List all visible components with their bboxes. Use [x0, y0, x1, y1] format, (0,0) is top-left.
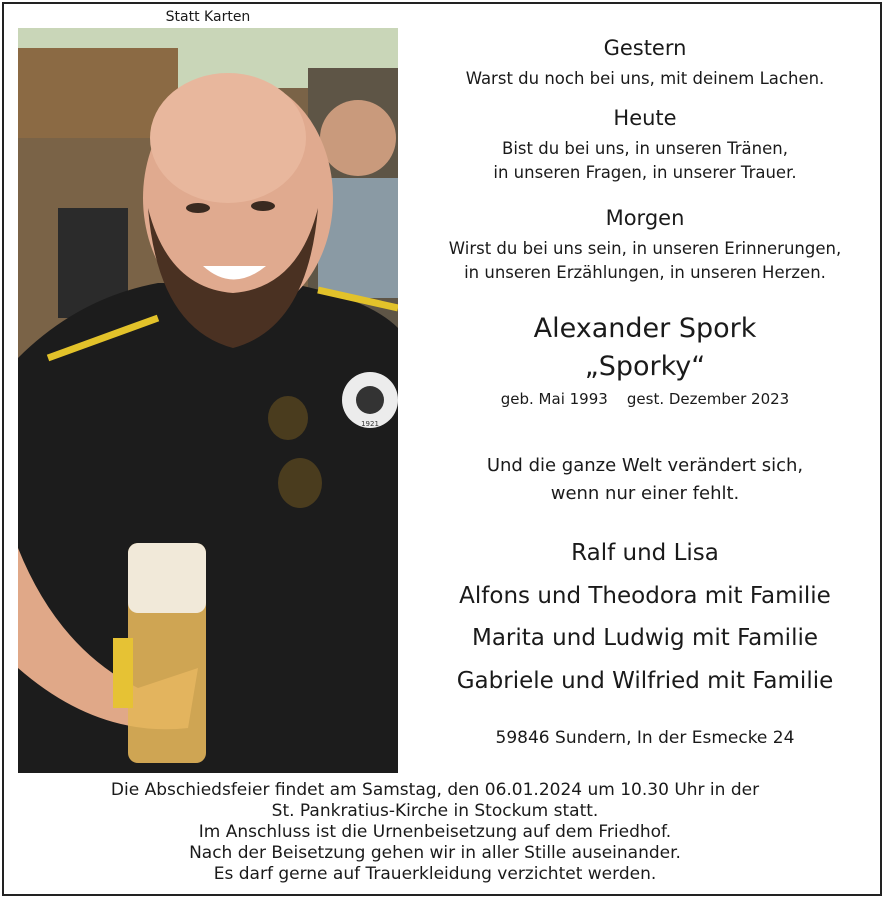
verse-title-morgen: Morgen [605, 206, 685, 230]
verse-title-heute: Heute [613, 106, 677, 130]
verse-title-gestern: Gestern [603, 36, 687, 60]
death-date: gest. Dezember 2023 [626, 390, 790, 408]
service-line: Es darf gerne auf Trauerkleidung verzichtet werden. [213, 864, 657, 884]
service-line: Nach der Beisetzung gehen wir in aller Stille auseinander. [189, 843, 681, 863]
service-line: Die Abschiedsfeier findet am Samstag, den 06.01.2024 um 10.30 Uhr in der [110, 780, 760, 800]
deceased-name: Alexander Spork [533, 313, 757, 344]
address: 59846 Sundern, In der Esmecke 24 [495, 728, 795, 748]
verse-line: Wirst du bei uns sein, in unseren Erinnerungen, [448, 239, 842, 258]
mourner: Gabriele und Wilfried mit Familie [456, 668, 834, 694]
deceased-nickname: „Sporky“ [584, 351, 706, 382]
service-line: St. Pankratius-Kirche in Stockum statt. [271, 801, 599, 821]
portrait-photo [18, 28, 398, 773]
verse-line: Bist du bei uns, in unseren Tränen, [502, 139, 788, 158]
header-note: Statt Karten [165, 9, 251, 25]
verse-line: Warst du noch bei uns, mit deinem Lachen. [465, 69, 825, 88]
badge-year: 1921 [361, 420, 379, 428]
life-dates [420, 390, 870, 408]
quote-line: wenn nur einer fehlt. [550, 483, 740, 504]
verse-line: in unseren Erzählungen, in unseren Herzen. [464, 263, 826, 282]
mourner: Ralf und Lisa [571, 540, 719, 566]
verse-line: in unseren Fragen, in unserer Trauer. [493, 163, 797, 182]
service-info [0, 780, 870, 885]
quote-line: Und die ganze Welt verändert sich, [486, 455, 804, 476]
mourner: Marita und Ludwig mit Familie [471, 625, 819, 651]
mourner: Alfons und Theodora mit Familie [459, 583, 831, 609]
birth-date: geb. Mai 1993 [500, 390, 608, 408]
service-line: Im Anschluss ist die Urnenbeisetzung auf dem Friedhof. [198, 822, 672, 842]
